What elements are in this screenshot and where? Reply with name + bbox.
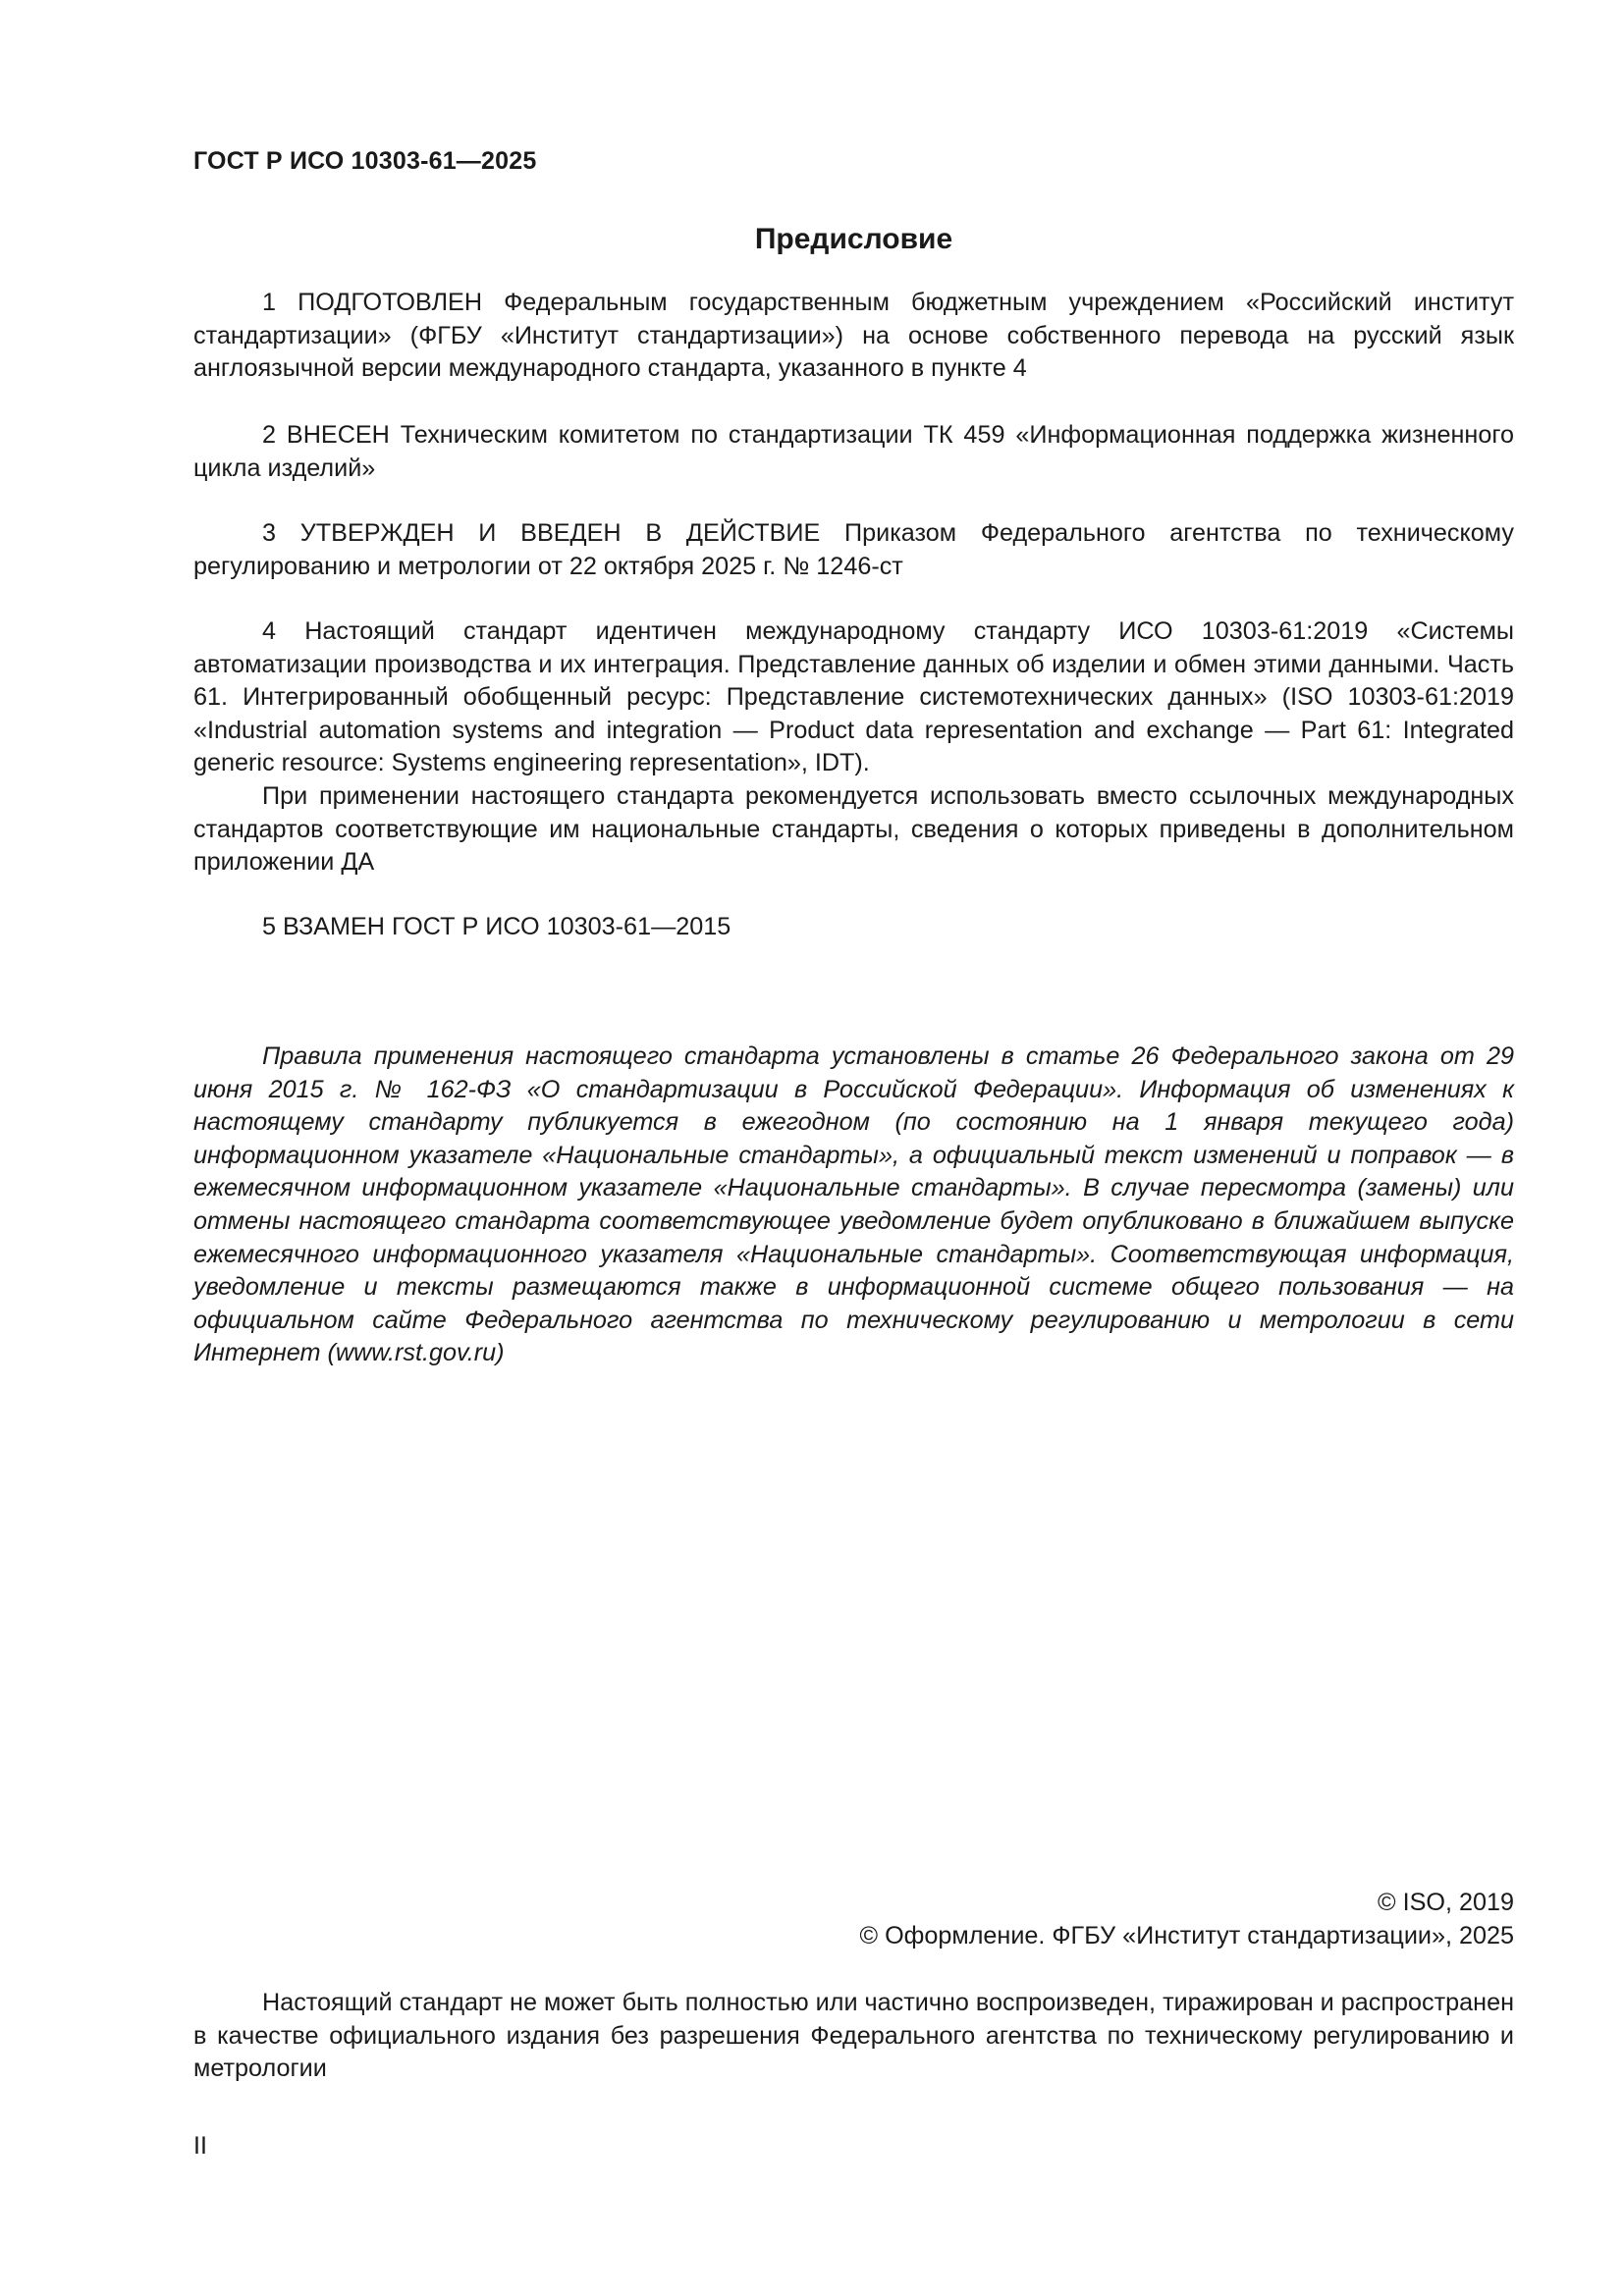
paragraph-2-introduced: 2 ВНЕСЕН Техническим комитетом по стандартизации ТК 459 «Информационная поддержка жизненного цикла изделий» (193, 421, 1514, 482)
reproduction-notice: Настоящий стандарт не может быть полностью или частично воспроизведен, тиражирован и распространен в качестве официального издания без разрешения Федерального агентства по техническому регулированию и метрологии (193, 1989, 1514, 2083)
paragraph-3-approved: 3 УТВЕРЖДЕН И ВВЕДЕН В ДЕЙСТВИЕ Приказом Федерального агентства по техническому регулированию и метрологии от 22 октября 2025 г. № 1246-ст (193, 519, 1514, 580)
copyright-iso: © ISO, 2019 (1378, 1889, 1514, 1916)
paragraph-1-prepared: 1 ПОДГОТОВЛЕН Федеральным государственным бюджетным учреждением «Российский институт стандартизации» (ФГБУ «Институт стандартизации») на основе собственного перевода на русский язык англоязычной версии международного стандарта, указанного в пункте 4 (193, 289, 1514, 383)
paragraph-4-national-standards-note: При применении настоящего стандарта рекомендуется использовать вместо ссылочных международных стандартов соответствующие им национальные стандарты, сведения о которых приведены в дополнительном приложении ДА (193, 782, 1514, 877)
page-number: II (193, 2132, 207, 2160)
paragraph-4-identical-standard: 4 Настоящий стандарт идентичен международному стандарту ИСО 10303-61:2019 «Системы автоматизации производства и их интеграция. Представление данных об изделии и обмен этими данными. Часть 61. Интегрированный обобщенный ресурс: Представление системотехнических данных» (ISO 10303-61:2019 «Industrial automation systems and integration — Product data representation and exchange — Part 61: Integrated generic resource: Systems engineering representation», IDT). (193, 617, 1514, 777)
paragraph-5-replaces: 5 ВЗАМЕН ГОСТ Р ИСО 10303-61—2015 (262, 913, 731, 940)
copyright-design: © Оформление. ФГБУ «Институт стандартизации», 2025 (859, 1922, 1514, 1949)
application-rules-notice: Правила применения настоящего стандарта установлены в статье 26 Федерального закона от 29 июня 2015 г. № 162-ФЗ «О стандартизации в Российской Федерации». Информация об изменениях к настоящему стандарту публикуется в ежегодном (по состоянию на 1 января текущего года) информационном указателе «Национальные стандарты», а официальный текст изменений и поправок — в ежемесячном информационном указателе «Национальные стандарты». В случае пересмотра (замены) или отмены настоящего стандарта соответствующее уведомление будет опубликовано в ближайшем выпуске ежемесячного информационного указателя «Национальные стандарты». Соответствующая информация, уведомление и тексты размещаются также в информационной системе общего пользования — на официальном сайте Федерального агентства по техническому регулированию и метрологии в сети Интернет (www.rst.gov.ru) (193, 1042, 1514, 1367)
document-code-header: ГОСТ Р ИСО 10303-61—2025 (193, 147, 537, 175)
page-title: Предисловие (754, 223, 953, 255)
